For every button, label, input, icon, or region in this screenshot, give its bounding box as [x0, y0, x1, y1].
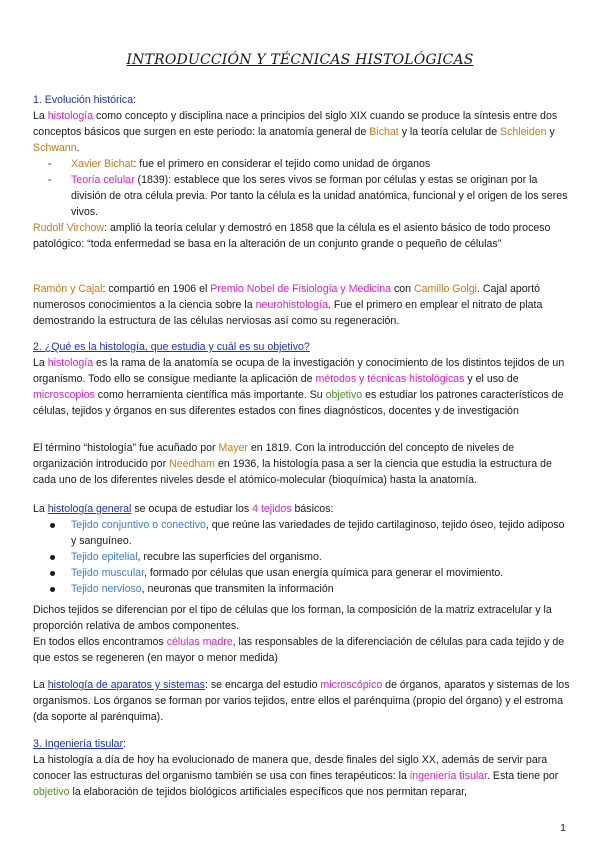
list-item: Tejido muscular, formado por células que usan energía química para generar el movimiento.	[71, 565, 571, 581]
section-1-heading: 1. Evolución histórica:	[33, 94, 137, 106]
term-tejido-epitelial: Tejido epitelial	[71, 551, 138, 563]
list-item: - Teoría celular (1839): establece que los seres vivos se forman por células y estas se originan por la división de otra célula previa. Por tanto la célula es la unidad anatómica, funcional y el origen de los seres vivos.	[71, 172, 571, 220]
term-microscopios: microscopios	[33, 389, 95, 401]
page-number: 1	[560, 822, 566, 834]
section-2-tissues: La histología general se ocupa de estudiar los 4 tejidos básicos: Tejido conjuntivo o conectivo, que reúne las variedades de tejido cartilaginoso, tejido óseo, tejido adiposo y sanguíneo. Tejido epitelial, recubre las superficies del organismo. Tejido muscular, formado por células que usan energía química para generar el movimiento. Tejido nervioso, neuronas que transmiten la información	[33, 501, 571, 597]
section-2-paragraph-2: El término “histología” fue acuñado por Mayer en 1819. Con la introducción del concepto de niveles de organización introducido por Needham en 1936, la histología pasa a ser la ciencia que estudia la estructura de cada uno de los diferentes niveles desde el atómico-molecular (bioquímica) hasta la anatomía.	[33, 442, 552, 486]
cajal-paragraph: Ramón y Cajal: compartió en 1906 el Premio Nobel de Fisiología y Medicina con Camillo Golgi. Cajal aportó numerosos conocimientos a la ciencia sobre la neurohistología. Fue el primero en emplear el nitrato de plata demostrando la estructura de las células nerviosas así como su regeneración.	[33, 283, 543, 327]
term-histologia-general: histología general	[47, 503, 132, 515]
term-xavier-bichat: Xavier Bichat	[71, 158, 134, 170]
section-3-paragraph: La histología a día de hoy ha evolucionado de manera que, desde finales del siglo XX, además de servir para conocer las estructuras del organismo también se usa con fines terapéuticos: la ingeniería tisular. Esta tiene por objetivo la elaboración de tejidos biológicos artificiales específicos que nos permitan reparar,	[33, 754, 559, 798]
term-tejido-nervioso: Tejido nervioso	[71, 583, 142, 595]
term-schwann: Schwann	[33, 142, 77, 154]
term-ingenieria-tisular: ingeniería tisular	[409, 770, 488, 782]
list-item: Tejido conjuntivo o conectivo, que reúne las variedades de tejido cartilaginoso, tejido óseo, tejido adiposo y sanguíneo.	[71, 517, 571, 549]
term-schleiden: Schleiden	[500, 126, 547, 138]
term-celulas-madre: células madre	[166, 636, 233, 648]
term-microscopico: microscópico	[320, 679, 383, 691]
term-tejido-conjuntivo: Tejido conjuntivo o conectivo	[71, 519, 206, 531]
term-bichat: Bichat	[369, 126, 399, 138]
section-2-paragraph-6: La histología de aparatos y sistemas: se encarga del estudio microscópico de órganos, aparatos y sistemas de los organismos. Los órganos se forman por varios tejidos, entre ellos el parénquima (propio del órgano) y el estroma (da soporte al parénquima).	[33, 679, 570, 723]
term-rudolf-virchow: Rudolf Virchow	[33, 222, 105, 234]
section-2	[33, 339, 571, 419]
term-histologia: histología	[47, 110, 94, 122]
section-3-heading: 3. Ingeniería tisular	[33, 738, 124, 750]
section-1	[33, 92, 571, 220]
section-2-paragraph-1: La histología es la rama de la anatomía se ocupa de la investigación y conocimiento de los distintos tejidos de un organismo. Todo ello se consigue mediante la aplicación de métodos y técnicas histológicas y el uso de microscopios como herramienta científica más importante. Su objetivo es estudiar los patrones característicos de células, tejidos y órganos en sus diferentes estados con fines diagnósticos, docentes y de investigación	[33, 357, 565, 417]
term-teoria-celular: Teoría celular	[71, 174, 135, 186]
term-tejido-muscular: Tejido muscular	[71, 567, 145, 579]
term-neurohistologia: neurohistología	[255, 299, 329, 311]
virchow-paragraph: Rudolf Virchow: amplió la teoría celular y demostró en 1858 que la célula es el asiento básico de todo proceso patológico: “toda enfermedad se basa en la alteración de un conjunto grande o pequeño de células”	[33, 222, 551, 250]
term-camillo-golgi: Camillo Golgi	[414, 283, 478, 295]
page-title: INTRODUCCIÓN Y TÉCNICAS HISTOLÓGICAS	[126, 52, 474, 68]
list-item: Tejido epitelial, recubre las superficies del organismo.	[71, 549, 571, 565]
term-needham: Needham	[169, 458, 215, 470]
list-item: - Xavier Bichat: fue el primero en considerar el tejido como unidad de órganos	[71, 156, 571, 172]
term-objetivo: objetivo	[33, 786, 70, 798]
term-histologia-aparatos: histología de aparatos y sistemas	[47, 679, 205, 691]
term-mayer: Mayer	[218, 442, 248, 454]
term-4-tejidos: 4 tejidos	[252, 503, 292, 515]
term-objetivo: objetivo	[325, 389, 363, 401]
section-1-paragraph: La histología como concepto y disciplina nace a principios del siglo XIX cuando se produce la síntesis entre dos conceptos básicos que surgen en este periodo: la anatomía general de Bichat y la teoría celular de Schleiden y Schwann.	[33, 110, 558, 154]
tissue-list	[33, 517, 571, 597]
section-2-heading: 2. ¿Qué es la histología, que estudia y cuál es su objetivo?	[33, 341, 310, 353]
term-metodos-tecnicas: métodos y técnicas histológicas	[315, 373, 465, 385]
section-3: 3. Ingeniería tisular: La histología a día de hoy ha evolucionado de manera que, desde finales del siglo XX, además de servir para conocer las estructuras del organismo también se usa con fines terapéuticos: la ingeniería tisular. Esta tiene por objetivo la elaboración de tejidos biológicos artificiales específicos que nos permitan reparar,	[33, 736, 571, 800]
term-premio-nobel: Premio Nobel de Fisiología y Medicina	[210, 283, 392, 295]
list-item: Tejido nervioso, neuronas que transmiten la información	[71, 581, 571, 597]
term-ramon-y-cajal: Ramón y Cajal	[33, 283, 103, 295]
section-1-dash-list	[33, 156, 571, 220]
section-2-paragraph-4: Dichos tejidos se diferencian por el tipo de células que los forman, la composición de la matriz extracelular y la proporción relativa de ambos componentes. En todos ellos encontramos células madre, las responsables de la diferenciación de células para cada tejido y de que estos se regeneren (en mayor o menor medida)	[33, 604, 565, 664]
term-histologia: histología	[47, 357, 94, 369]
